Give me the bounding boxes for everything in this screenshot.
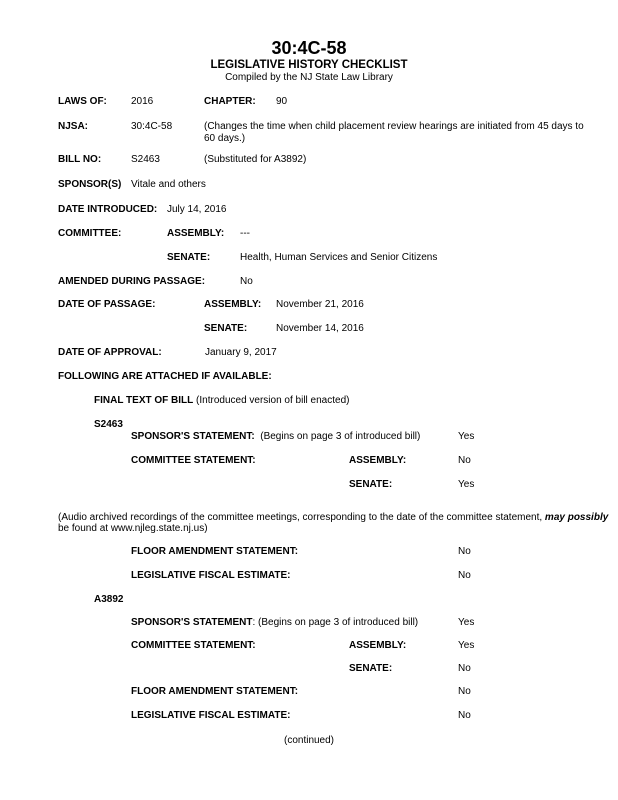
committee-senate-value: Health, Human Services and Senior Citizens [240, 252, 438, 263]
statute-title: 30:4C-58 [271, 38, 347, 58]
a3892-senate-value: No [458, 663, 471, 674]
audio-note-text: (Audio archived recordings of the committee meetings, corresponding to the date of the committee statement, [58, 512, 543, 523]
introduced-value: July 14, 2016 [167, 204, 227, 215]
a3892-heading: A3892 [94, 594, 124, 605]
njsa-label: NJSA: [58, 121, 89, 132]
s2463-senate-label: SENATE: [349, 479, 393, 490]
passage-senate-value: November 14, 2016 [276, 323, 364, 334]
audio-note-line2: be found at www.njleg.state.nj.us) [58, 523, 208, 534]
sponsor-value: Vitale and others [131, 179, 206, 190]
s2463-sponsor-statement-note: (Begins on page 3 of introduced bill) [260, 431, 421, 442]
passage-assembly-label: ASSEMBLY: [204, 299, 262, 310]
a3892-committee-statement-label: COMMITTEE STATEMENT: [131, 640, 256, 651]
continued-note: (continued) [283, 735, 335, 746]
s2463-senate-value: Yes [458, 479, 475, 490]
attached-label: FOLLOWING ARE ATTACHED IF AVAILABLE: [58, 371, 272, 382]
s2463-floor-label: FLOOR AMENDMENT STATEMENT: [131, 546, 299, 557]
passage-assembly-value: November 21, 2016 [276, 299, 364, 310]
njsa-description: (Changes the time when child placement review hearings are initiated from 45 days to 60 days.) [204, 121, 584, 144]
compiled-by: Compiled by the NJ State Law Library [225, 72, 393, 83]
s2463-sponsor-statement-line [131, 431, 420, 443]
a3892-senate-label: SENATE: [349, 663, 393, 674]
s2463-assembly-label: ASSEMBLY: [349, 455, 407, 466]
a3892-sponsor-statement-value: Yes [458, 617, 475, 628]
checklist-title: LEGISLATIVE HISTORY CHECKLIST [210, 59, 408, 71]
passage-senate-label: SENATE: [204, 323, 248, 334]
substituted-note: (Substituted for A3892) [204, 154, 307, 165]
s2463-sponsor-statement-label: SPONSOR'S STATEMENT: [131, 431, 255, 442]
bill-label: BILL NO: [58, 154, 102, 165]
a3892-assembly-label: ASSEMBLY: [349, 640, 407, 651]
committee-assembly-value: --- [240, 228, 250, 239]
s2463-committee-statement-label: COMMITTEE STATEMENT: [131, 455, 256, 466]
chapter-label: CHAPTER: [204, 96, 256, 107]
final-text-note: (Introduced version of bill enacted) [196, 395, 350, 406]
passage-label: DATE OF PASSAGE: [58, 299, 156, 310]
amended-value: No [240, 276, 253, 287]
a3892-sponsor-statement-line [131, 617, 418, 629]
committee-senate-label: SENATE: [167, 252, 211, 263]
committee-assembly-label: ASSEMBLY: [167, 228, 225, 239]
s2463-sponsor-statement-value: Yes [458, 431, 475, 442]
committee-label: COMMITTEE: [58, 228, 122, 239]
audio-note-emphasis: may possibly [544, 512, 609, 523]
a3892-fiscal-value: No [458, 710, 471, 721]
s2463-fiscal-label: LEGISLATIVE FISCAL ESTIMATE: [131, 570, 291, 581]
njsa-value: 30:4C-58 [131, 121, 173, 132]
introduced-label: DATE INTRODUCED: [58, 204, 158, 215]
approval-value: January 9, 2017 [205, 347, 277, 358]
sponsor-label: SPONSOR(S) [58, 179, 122, 190]
final-text-label: FINAL TEXT OF BILL [94, 395, 194, 406]
s2463-heading: S2463 [94, 419, 123, 430]
laws-label: LAWS OF: [58, 96, 107, 107]
laws-year: 2016 [131, 96, 154, 107]
s2463-floor-value: No [458, 546, 471, 557]
final-text-line [94, 395, 349, 407]
s2463-assembly-value: No [458, 455, 471, 466]
a3892-sponsor-statement-note: : (Begins on page 3 of introduced bill) [252, 617, 419, 628]
a3892-fiscal-label: LEGISLATIVE FISCAL ESTIMATE: [131, 710, 291, 721]
amended-label: AMENDED DURING PASSAGE: [58, 276, 206, 287]
chapter-value: 90 [276, 96, 288, 107]
a3892-floor-label: FLOOR AMENDMENT STATEMENT: [131, 686, 299, 697]
approval-label: DATE OF APPROVAL: [58, 347, 162, 358]
bill-number: S2463 [131, 154, 160, 165]
a3892-sponsor-statement-label: SPONSOR'S STATEMENT [131, 617, 253, 628]
a3892-floor-value: No [458, 686, 471, 697]
s2463-fiscal-value: No [458, 570, 471, 581]
a3892-assembly-value: Yes [458, 640, 475, 651]
